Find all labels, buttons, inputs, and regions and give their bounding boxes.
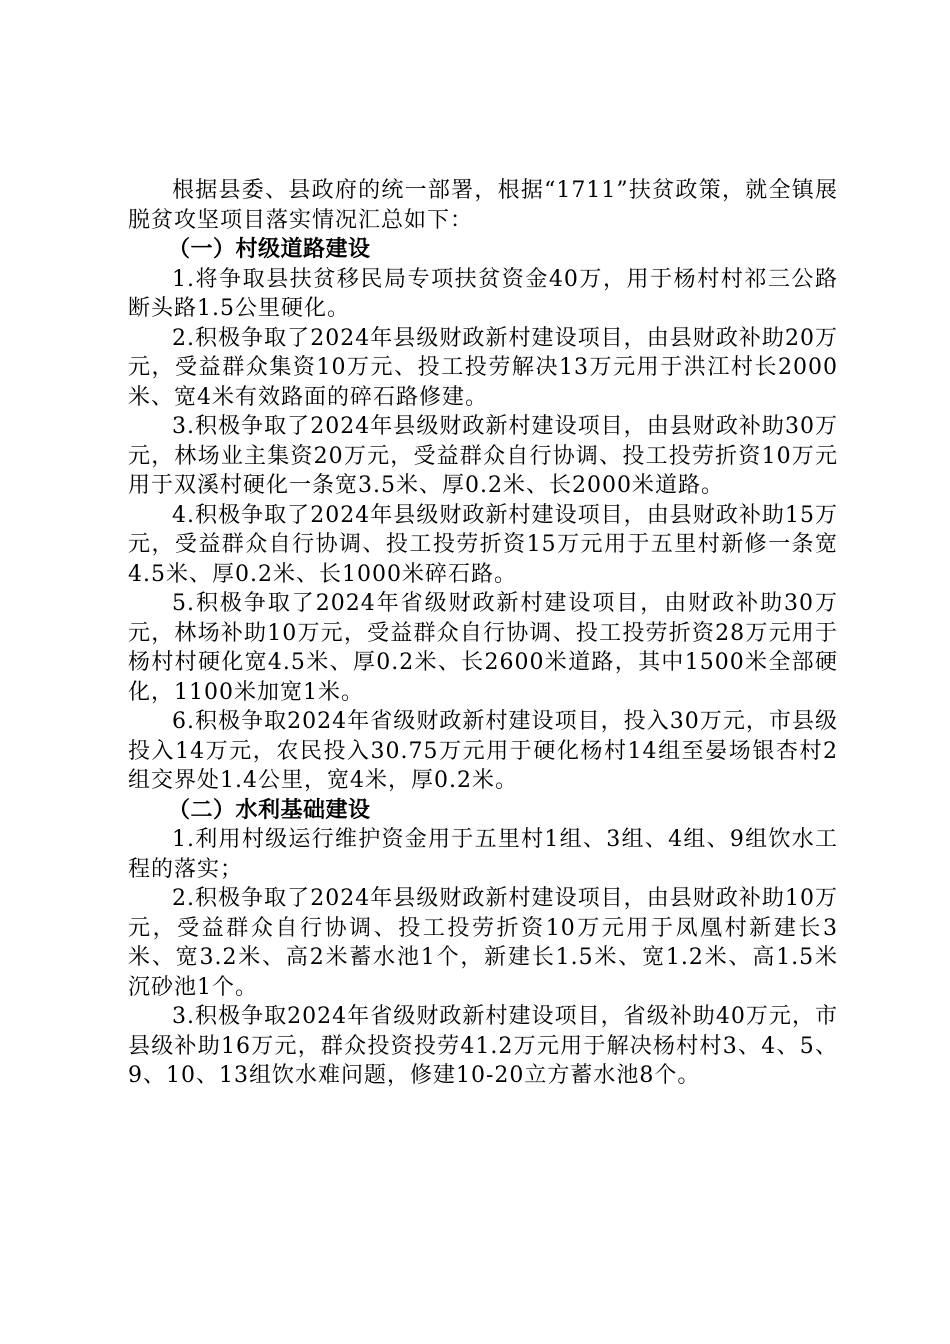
water-item-1: 1.利用村级运行维护资金用于五里村1组、3组、4组、9组饮水工程的落实； bbox=[128, 827, 838, 882]
section-heading-roads: （一）村级道路建设 bbox=[168, 237, 371, 262]
water-item-2: 2.积极争取了2024年县级财政新村建设项目，由县财政补助10万元，受益群众自行协调、投工投劳折资10万元用于凤凰村新建长3米、宽3.2米、高2米蓄水池1个，新建长1.5米、宽1.2米、高1.5米沉砂池1个。 bbox=[128, 886, 838, 1000]
road-item-4: 4.积极争取了2024年县级财政新村建设项目，由县财政补助15万元，受益群众自行协调、投工投劳折资15万元用于五里村新修一条宽4.5米、厚0.2米、长1000米碎石路。 bbox=[128, 502, 838, 587]
road-item-3: 3.积极争取了2024年县级财政新村建设项目，由县财政补助30万元，林场业主集资20万元，受益群众自行协调、投工投劳折资10万元用于双溪村硬化一条宽3.5米、厚0.2米、长2000米道路。 bbox=[128, 414, 838, 498]
water-item-3: 3.积极争取2024年省级财政新村建设项目，省级补助40万元，市县级补助16万元，群众投资投劳41.2万元用于解决杨村村3、4、5、9、10、13组饮水难问题，修建10-20立方蓄水池8个。 bbox=[128, 1004, 838, 1088]
road-item-6: 6.积极争取2024年省级财政新村建设项目，投入30万元，市县级投入14万元，农民投入30.75万元用于硬化杨村14组至晏场银杏村2组交界处1.4公里，宽4米，厚0.2米。 bbox=[128, 709, 838, 793]
document-body bbox=[128, 176, 838, 1091]
section-heading-water: （二）水利基础建设 bbox=[168, 797, 371, 823]
road-item-1: 1.将争取县扶贫移民局专项扶贫资金40万，用于杨村村祁三公路断头路1.5公里硬化。 bbox=[128, 266, 838, 321]
road-item-5: 5.积极争取了2024年省级财政新村建设项目，由财政补助30万元，林场补助10万元，受益群众自行协调、投工投劳折资28万元用于杨村村硬化宽4.5米、厚0.2米、长2600米道路，其中1500米全部硬化，1100米加宽1米。 bbox=[128, 591, 838, 705]
intro-paragraph: 根据县委、县政府的统一部署，根据“1711”扶贫政策，就全镇展脱贫攻坚项目落实情况汇总如下： bbox=[128, 178, 838, 233]
road-item-2: 2.积极争取了2024年县级财政新村建设项目，由县财政补助20万元，受益群众集资10万元、投工投劳解决13万元用于洪江村长2000米、宽4米有效路面的碎石路修建。 bbox=[128, 325, 838, 410]
